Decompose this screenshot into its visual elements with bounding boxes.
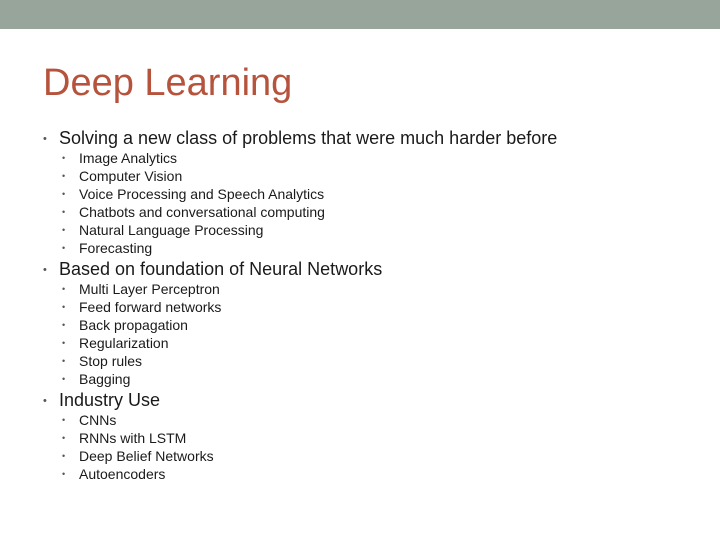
list-item: • Forecasting: [62, 240, 153, 256]
section-heading: [43, 258, 382, 281]
list-item: • Back propagation: [62, 317, 188, 333]
bullet-icon: •: [62, 356, 66, 366]
list-item: • Voice Processing and Speech Analytics: [62, 186, 325, 202]
section-heading-text: Based on foundation of Neural Networks: [59, 259, 383, 279]
bullet-icon: •: [62, 374, 66, 384]
list-item: • Image Analytics: [62, 150, 178, 166]
bullet-icon: •: [62, 469, 66, 479]
list-item: • Feed forward networks: [62, 299, 222, 315]
list-item: • Bagging: [62, 371, 131, 387]
bullet-icon: •: [62, 171, 66, 181]
bullet-icon: •: [43, 395, 47, 407]
bullet-icon: •: [62, 284, 66, 294]
slide-title: Deep Learning: [43, 62, 293, 104]
bullet-icon: •: [62, 225, 66, 235]
section-heading-text: Solving a new class of problems that were much harder before: [59, 128, 558, 148]
bullet-icon: •: [62, 433, 66, 443]
list-item: • Stop rules: [62, 353, 143, 369]
section-heading: [43, 127, 557, 150]
bullet-icon: •: [62, 207, 66, 217]
list-item: • Multi Layer Perceptron: [62, 281, 220, 297]
section-heading: [43, 389, 160, 412]
bullet-icon: •: [62, 320, 66, 330]
list-item: • Autoencoders: [62, 466, 166, 482]
bullet-icon: •: [43, 264, 47, 276]
top-accent-bar: [0, 0, 720, 29]
bullet-icon: •: [43, 133, 47, 145]
bullet-icon: •: [62, 451, 66, 461]
bullet-icon: •: [62, 189, 66, 199]
bullet-icon: •: [62, 153, 66, 163]
bullet-icon: •: [62, 415, 66, 425]
list-item: • Computer Vision: [62, 168, 183, 184]
list-item: • CNNs: [62, 412, 117, 428]
list-item: • Chatbots and conversational computing: [62, 204, 325, 220]
list-item: • Regularization: [62, 335, 169, 351]
list-item: • RNNs with LSTM: [62, 430, 187, 446]
bullet-icon: •: [62, 243, 66, 253]
list-item: • Natural Language Processing: [62, 222, 264, 238]
section-heading-text: Industry Use: [59, 390, 161, 410]
list-item: • Deep Belief Networks: [62, 448, 214, 464]
bullet-icon: •: [62, 302, 66, 312]
bullet-icon: •: [62, 338, 66, 348]
